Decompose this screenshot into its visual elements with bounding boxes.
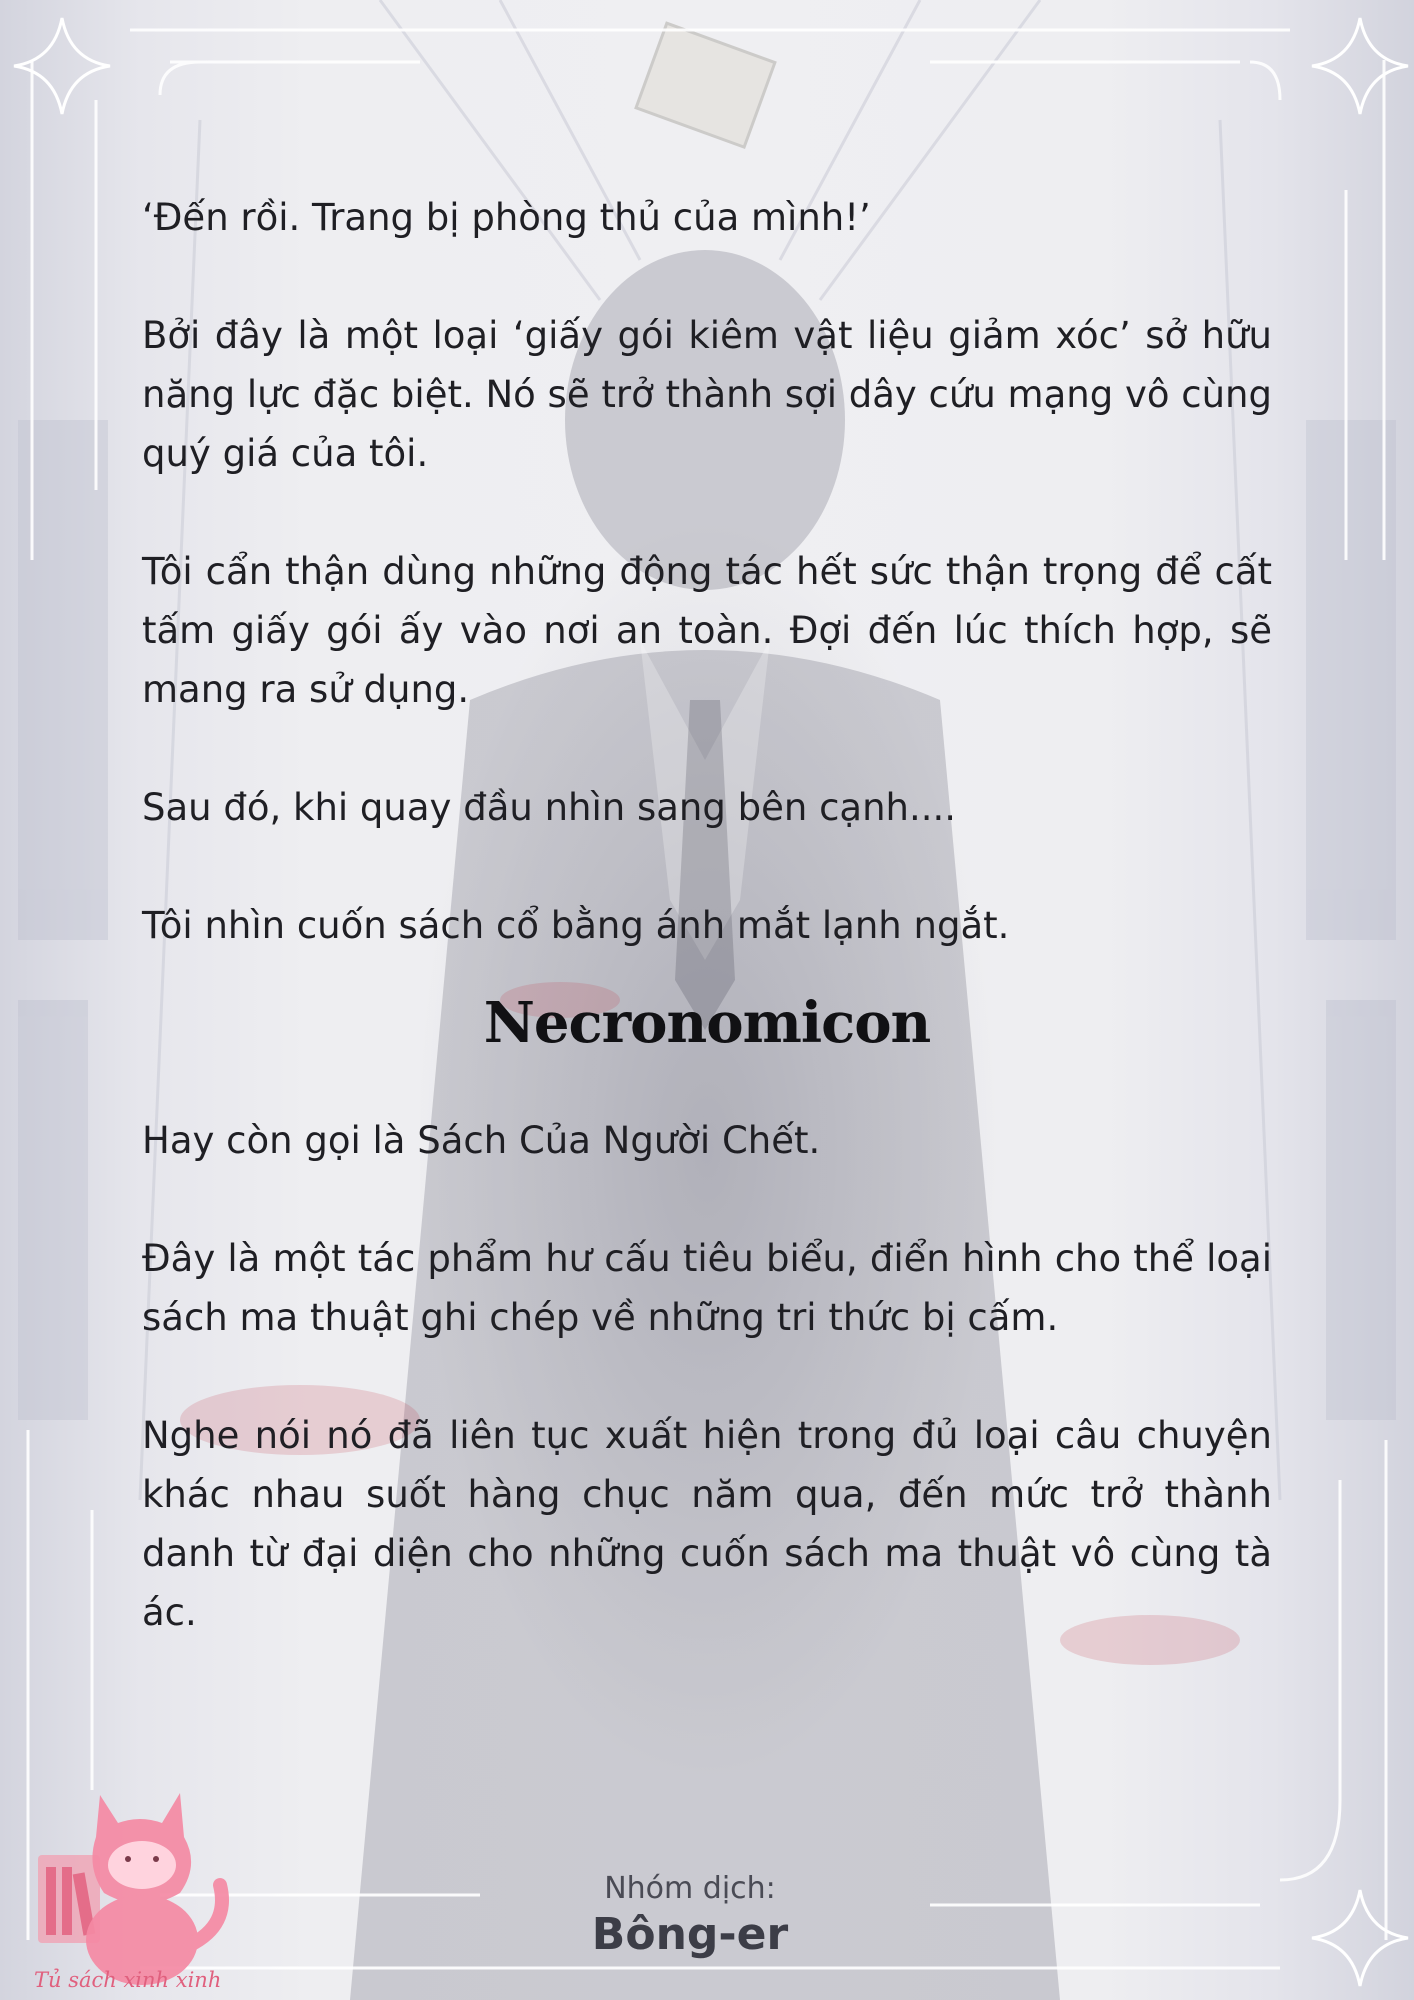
paragraph-cold-gaze: Tôi nhìn cuốn sách cổ bằng ánh mắt lạnh ngắt. bbox=[142, 904, 1010, 947]
section-heading: Necronomicon bbox=[483, 990, 931, 1056]
credit-group-name: Bông-er bbox=[591, 1909, 789, 1960]
logo-caption: Tủ sách xinh xinh bbox=[34, 1968, 222, 1992]
credit-label: Nhóm dịch: bbox=[604, 1871, 776, 1906]
translation-credit bbox=[0, 1870, 1380, 1962]
paragraph-storing-paper: Tôi cẩn thận dùng những động tác hết sức thận trọng để cất tấm giấy gói ấy vào nơi an toàn. Đợi đến lúc thích hợp, sẽ mang ra sử dụng. bbox=[142, 550, 1272, 711]
paragraph-wrapping-paper: Bởi đây là một loại ‘giấy gói kiêm vật liệu giảm xóc’ sở hữu năng lực đặc biệt. Nó sẽ trở thành sợi dây cứu mạng vô cùng quý giá của tôi. bbox=[142, 314, 1272, 475]
paragraph-fiction-work: Đây là một tác phẩm hư cấu tiêu biểu, điển hình cho thể loại sách ma thuật ghi chép về những tri thức bị cấm. bbox=[142, 1237, 1272, 1339]
paragraph-decades: Nghe nói nó đã liên tục xuất hiện trong đủ loại câu chuyện khác nhau suốt hàng chục năm qua, đến mức trở thành danh từ đại diện cho những cuốn sách ma thuật vô cùng tà ác. bbox=[142, 1414, 1272, 1634]
paragraph-book-of-dead: Hay còn gọi là Sách Của Người Chết. bbox=[142, 1119, 821, 1162]
paragraph-arrival: ‘Đến rồi. Trang bị phòng thủ của mình!’ bbox=[142, 196, 871, 239]
paragraph-turning-head: Sau đó, khi quay đầu nhìn sang bên cạnh.... bbox=[142, 786, 957, 829]
text-content bbox=[142, 188, 1272, 1701]
